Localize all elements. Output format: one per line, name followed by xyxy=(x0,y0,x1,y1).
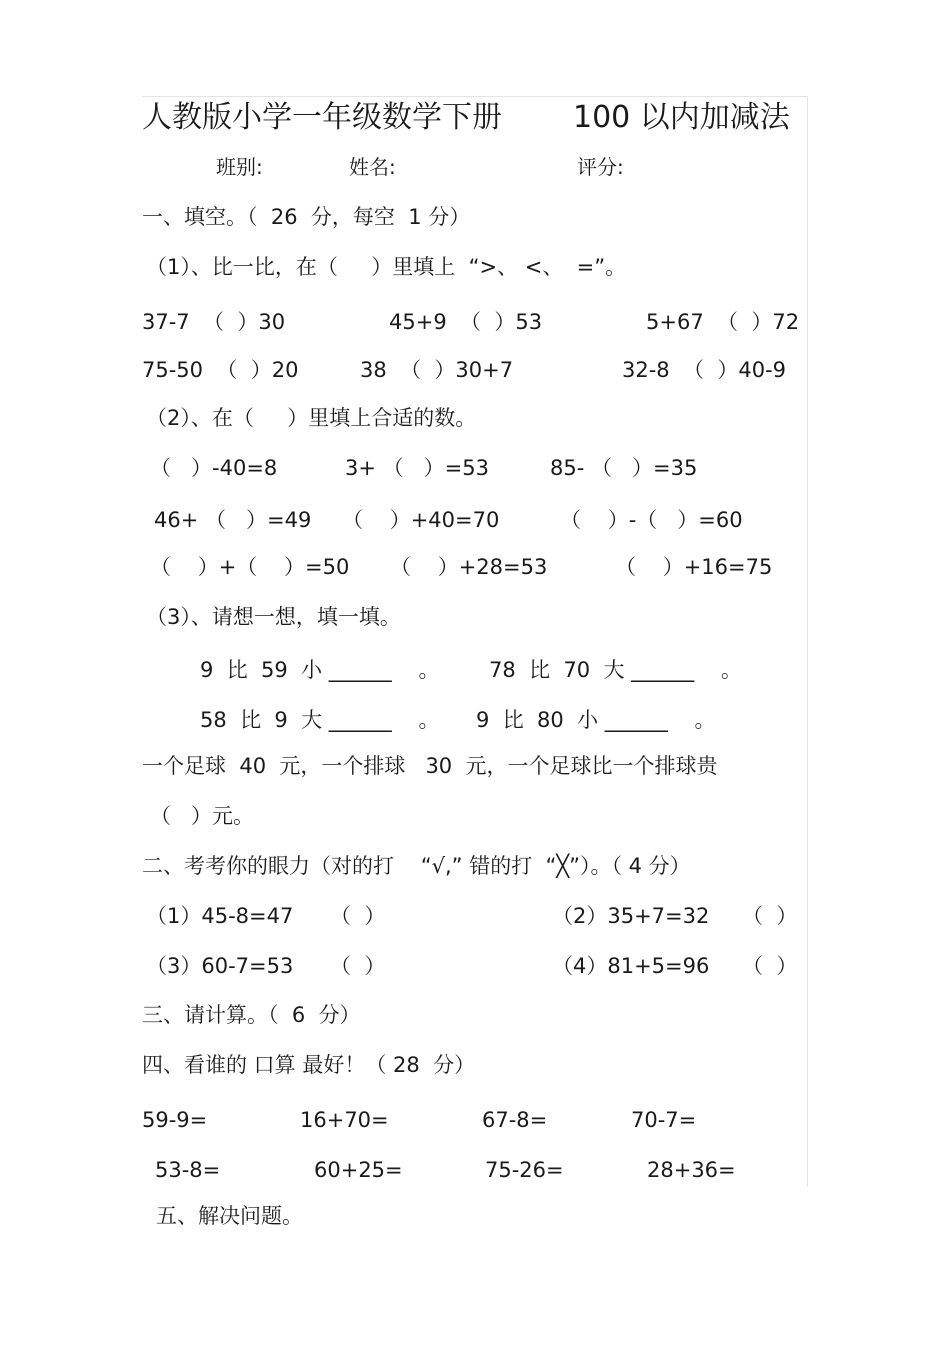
q1-item: 45+9 （ ）53 xyxy=(389,310,543,334)
name-label: 姓名: xyxy=(349,155,396,179)
section1-heading: 一、填空。（ 26 分，每空 1 分） xyxy=(142,205,471,229)
q1-item: 37-7 （ ）30 xyxy=(142,310,286,334)
mental-math-item: 16+70= xyxy=(300,1108,389,1132)
class-label: 班别: xyxy=(216,155,263,179)
mental-math-item: 75-26= xyxy=(485,1158,564,1182)
judge-blank: （ ） xyxy=(742,904,798,928)
mental-math-item: 70-7= xyxy=(631,1108,697,1132)
judge-item: （3）60-7=53 xyxy=(146,954,294,978)
mental-math-item: 59-9= xyxy=(142,1108,208,1132)
section3-heading: 三、请计算。（ 6 分） xyxy=(142,1003,361,1027)
section2-heading: 二、考考你的眼力（对的打 “√,” 错的打 “╳”）。（ 4 分） xyxy=(142,854,691,878)
mental-math-item: 60+25= xyxy=(314,1158,403,1182)
mental-math-item: 67-8= xyxy=(482,1108,548,1132)
q2-item: 3+ （ ）=53 xyxy=(345,456,489,480)
q1-prompt: （1）、比一比，在（ ）里填上 “>、 <、 =”。 xyxy=(146,255,627,279)
q2-item: （ ）+（ ）=50 xyxy=(150,555,350,579)
q3-item: 58 比 9 大 ______ 。 xyxy=(200,708,440,732)
q1-item: 38 （ ）30+7 xyxy=(360,358,514,382)
q3-item: 9 比 80 小 ______ 。 xyxy=(476,708,716,732)
judge-item: （1）45-8=47 xyxy=(146,904,294,928)
q3-prompt: （3）、请想一想，填一填。 xyxy=(146,605,401,629)
q1-item: 75-50 （ ）20 xyxy=(142,358,299,382)
mental-math-item: 28+36= xyxy=(647,1158,736,1182)
q1-item: 5+67 （ ）72 xyxy=(646,310,800,334)
section4-heading: 四、看谁的 口算 最好！（ 28 分） xyxy=(142,1053,476,1077)
judge-blank: （ ） xyxy=(330,954,386,978)
q2-item: 85- （ ）=35 xyxy=(550,456,698,480)
score-label: 评分: xyxy=(577,155,624,179)
q1-item: 32-8 （ ）40-9 xyxy=(622,358,787,382)
q2-item: （ ）+16=75 xyxy=(615,555,773,579)
section5-heading: 五、解决问题。 xyxy=(156,1204,303,1228)
title-left: 人教版小学一年级数学下册 xyxy=(142,100,502,135)
judge-blank: （ ） xyxy=(742,954,798,978)
judge-item: （4）81+5=96 xyxy=(552,954,710,978)
q3-item: 9 比 59 小 ______ 。 xyxy=(200,658,440,682)
q3-item: 78 比 70 大 ______ 。 xyxy=(489,658,742,682)
q2-prompt: （2）、在（ ）里填上合适的数。 xyxy=(146,406,477,430)
q2-item: 46+ （ ）=49 xyxy=(154,508,312,532)
q2-item: （ ）-（ ）=60 xyxy=(560,508,743,532)
word-problem-line1: 一个足球 40 元，一个排球 30 元，一个足球比一个排球贵 xyxy=(142,754,718,778)
q2-item: （ ）+28=53 xyxy=(390,555,548,579)
q2-item: （ ）+40=70 xyxy=(342,508,500,532)
q2-item: （ ）-40=8 xyxy=(150,456,278,480)
title-right: 100 以内加减法 xyxy=(573,100,790,135)
mental-math-item: 53-8= xyxy=(155,1158,221,1182)
judge-item: （2）35+7=32 xyxy=(552,904,710,928)
judge-blank: （ ） xyxy=(330,904,386,928)
word-problem-line2: （ ）元。 xyxy=(150,804,255,828)
